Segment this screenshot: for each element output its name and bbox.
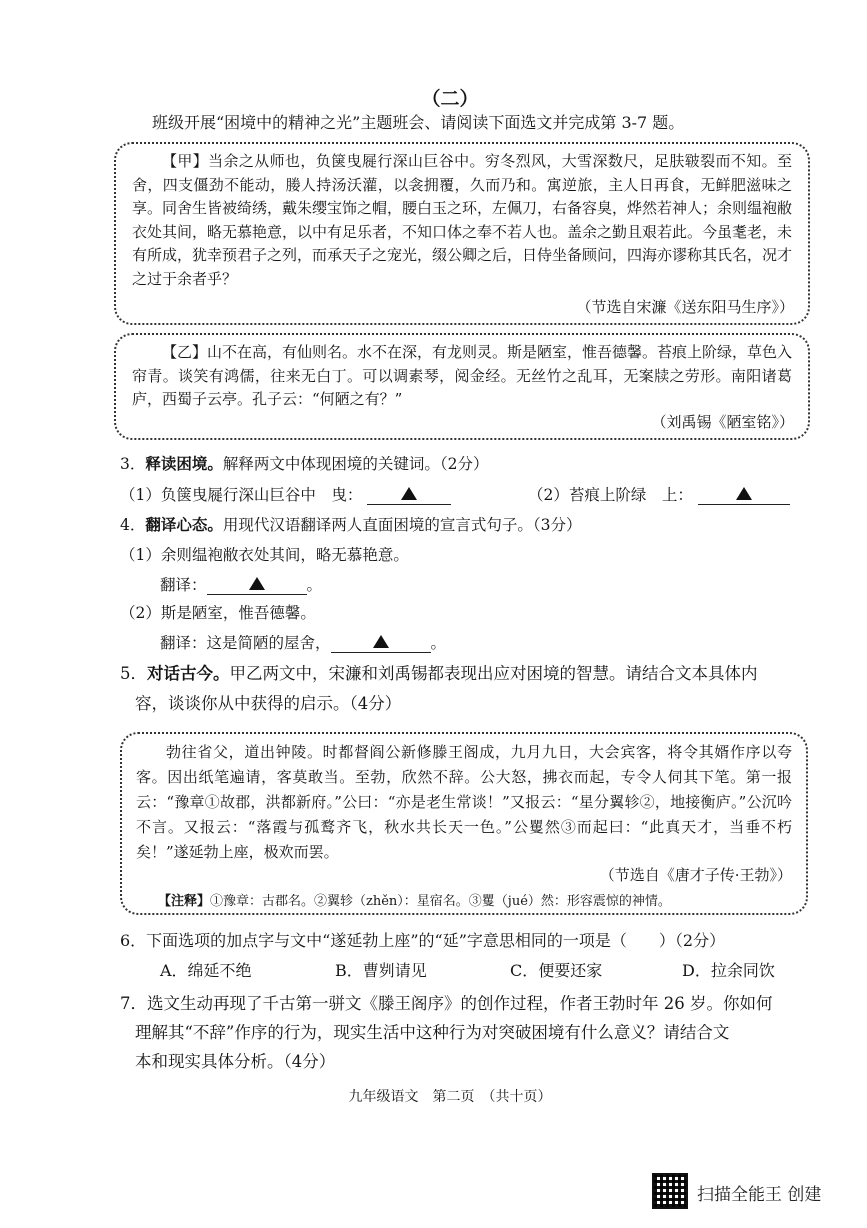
intro-text: 班级开展“困境中的精神之光”主题班会、请阅读下面选文并完成第 3-7 题。 [152,113,685,132]
passage-wang-note [158,890,671,909]
section-title: （二） [421,88,479,110]
passage-yi-source: （刘禹锡《陋室铭》） [651,413,794,431]
q5-number: 5． [120,664,147,683]
passage-jia-text: 【甲】当余之从师也，负箧曳屣行深山巨谷中。穷冬烈风，大雪深数尺，足肤皲裂而不知。至舍，四支僵劲不能动，媵人持汤沃灌，以衾拥覆，久而乃和。寓逆旅，主人日再食，无鲜肥滋味之享。同舍生皆被绮绣，戴朱缨宝饰之帽，腰白玉之环，左佩刀，右备容臭，烨然若神人；余则缊袍敝衣处其间，略无慕艳意，以中有足乐者，不知口体之奉不若人也。盖余之勤且艰若此。今虽耄老，未有所成，犹幸预君子之列，而承天子之宠光，缀公卿之后，日侍坐备顾问，四海亦谬称其氏名，况才之过于余者乎？ [132,152,793,288]
note-text: ①豫章：古郡名。②翼轸（zhěn）：星宿名。③矍（jué）然：形容震惊的神情。 [210,894,671,909]
q4-translation-1-end: 。 [306,576,323,594]
q4-item-1: （1）余则缊袍敝衣处其间，略无慕艳意。 [120,546,409,564]
q6-option-a[interactable]: A．绵延不绝 [160,961,252,980]
q3-item-1 [120,483,451,505]
q4-text: 用现代汉语翻译两人直面困境的宣言式句子。（3分） [222,516,582,534]
question-7-line-3: 本和现实具体分析。（4分） [135,1052,336,1071]
q3-answer-blank-1[interactable] [367,487,451,505]
question-6: 6．下面选项的加点字与文中“遂延勃上座”的“延”字意思相同的一项是（ ）（2分） [120,931,726,950]
q4-translation-1-label: 翻译： [160,576,207,594]
q3-answer-blank-2[interactable] [698,487,790,505]
note-label: 【注释】 [158,894,211,909]
passage-yi-text: 【乙】山不在高，有仙则名。水不在深，有龙则灵。斯是陋室，惟吾德馨。苔痕上阶绿，草色入帘青。谈笑有鸿儒，往来无白丁。可以调素琴，阅金经。无丝竹之乱耳，无案牍之劳形。南阳诸葛庐，西蜀子云亭。孔子云：“何陋之有？” [132,343,793,408]
blank-marker-icon [401,487,417,500]
blank-marker-icon [249,577,265,590]
q3-text: 解释两文中体现困境的关键词。（2分） [222,455,489,473]
q6-option-d[interactable]: D．拉余同饮 [682,961,775,980]
q5-heading: 对话古今。 [147,664,230,683]
scanner-watermark: 扫描全能王 创建 [697,1185,822,1205]
q4-number: 4． [120,516,146,534]
q3-heading: 释读困境。 [145,454,223,473]
q5-text-line-2: 容，谈谈你从中获得的启示。（4分） [135,694,402,713]
q4-translation-2 [160,631,446,653]
passage-wang-box [120,732,808,915]
q4-heading: 翻译心态。 [145,515,223,534]
q3-item-2 [528,483,790,505]
question-3 [120,452,489,474]
q4-translation-1 [160,573,322,595]
passage-jia-source: （节选自宋濂《送东阳马生序》） [576,298,794,316]
q4-translation-2-end: 。 [430,634,447,652]
q3-item-1-text: （1）负箧曳屣行深山巨谷中 曳： [120,486,363,504]
blank-marker-icon [736,487,752,500]
page-footer: 九年级语文 第二页 （共十页） [348,1089,552,1105]
q4-translation-2-label: 翻译：这是简陋的屋舍， [160,634,331,652]
q4-answer-blank-1[interactable] [207,577,307,595]
question-7-line-2: 理解其“不辞”作序的行为，现实生活中这种行为对突破困境有什么意义？请结合文 [135,1023,730,1042]
q4-answer-blank-2[interactable] [331,635,431,653]
passage-yi-box [114,333,810,440]
q3-item-2-text: （2）苔痕上阶绿 上： [528,486,693,504]
passage-wang-source: （节选自《唐才子传·王勃》） [599,866,792,884]
q6-option-b[interactable]: B．曹刿请见 [335,961,427,980]
question-5 [120,660,758,684]
q4-item-2: （2）斯是陋室，惟吾德馨。 [120,604,316,622]
question-4 [120,513,582,535]
q3-number: 3． [120,455,146,473]
blank-marker-icon [373,635,389,648]
qr-code-icon [652,1173,688,1209]
question-7-line-1: 7．选文生动再现了千古第一骈文《滕王阁序》的创作过程，作者王勃时年 26 岁。你如何 [120,994,773,1013]
q5-text-line-1: 甲乙两文中，宋濂和刘禹锡都表现出应对困境的智慧。请结合文本具体内 [229,664,758,683]
passage-wang-text: 勃往省父，道出钟陵。时都督阎公新修滕王阁成，九月九日，大会宾客，将令其婿作序以夸客。因出纸笔遍请，客莫敢当。至勃，欣然不辞。公大怒，拂衣而起，专令人伺其下笔。第一报云：“豫章①故郡，洪都新府。”公曰：“亦是老生常谈！”又报云：“星分翼轸②，地接衡庐。”公沉吟不言。又报云：“落霞与孤鹜齐飞，秋水共长天一色。”公矍然③而起曰：“此真天才，当垂不朽矣！”遂延勃上座，极欢而罢。 [136,743,792,861]
q6-option-c[interactable]: C．便要还家 [510,961,603,980]
passage-jia-box [114,142,810,325]
